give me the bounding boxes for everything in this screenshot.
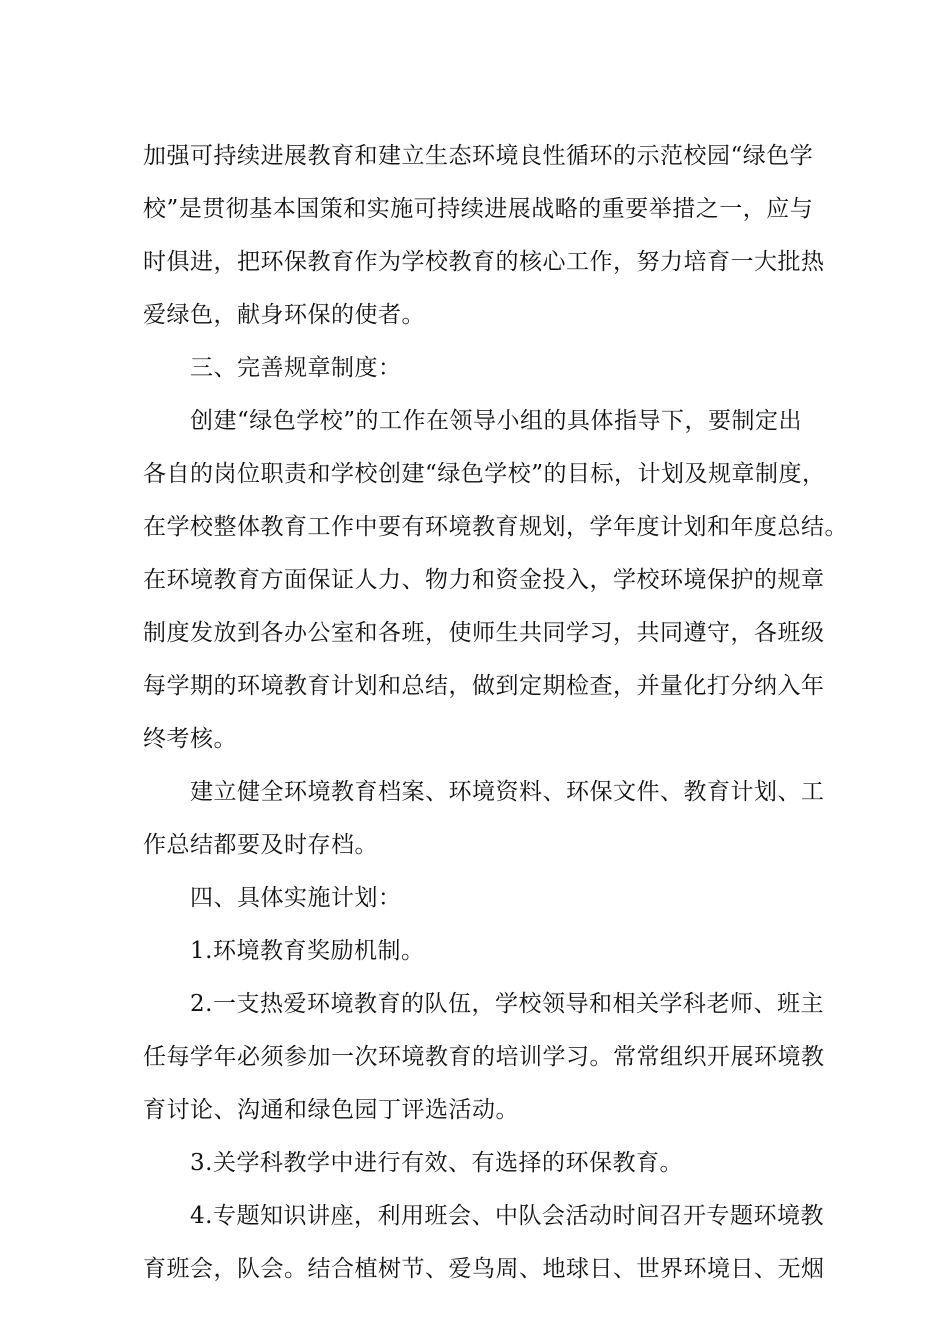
section-heading: 四、具体实施计划：: [190, 885, 402, 911]
text-line: 爱绿色，献身环保的使者。: [143, 302, 425, 328]
text-line: 制度发放到各办公室和各班，使师生共同学习，共同遵守，各班级: [143, 620, 825, 646]
text-line: 终考核。: [143, 726, 237, 752]
section-heading: 三、完善规章制度：: [190, 355, 402, 381]
text-line: 任每学年必须参加一次环境教育的培训学习。常常组织开展环境教: [143, 1044, 825, 1070]
text-line: 时俱进，把环保教育作为学校教育的核心工作，努力培育一大批热: [143, 249, 825, 275]
text-line: 建立健全环境教育档案、环境资料、环保文件、教育计划、工: [190, 779, 825, 805]
text-line: 作总结都要及时存档。: [143, 832, 378, 858]
text-line: 每学期的环境教育计划和总结，做到定期检查，并量化打分纳入年: [143, 673, 825, 699]
list-item: 1.环境教育奖励机制。: [190, 938, 425, 964]
text-line: 各自的岗位职责和学校创建“绿色学校”的目标，计划及规章制度，: [143, 461, 826, 487]
list-item: 2.一支热爱环境教育的队伍，学校领导和相关学科老师、班主: [190, 991, 824, 1017]
text-line: 育讨论、沟通和绿色园丁评选活动。: [143, 1097, 519, 1123]
text-line: 加强可持续进展教育和建立生态环境良性循环的示范校园“绿色学: [143, 143, 814, 169]
list-item: 3.关学科教学中进行有效、有选择的环保教育。: [190, 1150, 683, 1176]
text-line: 创建“绿色学校”的工作在领导小组的具体指导下，要制定出: [190, 408, 803, 434]
text-line: 校”是贯彻基本国策和实施可持续进展战略的重要举措之一，应与: [143, 196, 814, 222]
text-line: 在学校整体教育工作中要有环境教育规划，学年度计划和年度总结。: [143, 514, 848, 540]
text-line: 在环境教育方面保证人力、物力和资金投入，学校环境保护的规章: [143, 567, 825, 593]
text-line: 育班会，队会。结合植树节、爱鸟周、地球日、世界环境日、无烟: [143, 1256, 825, 1282]
list-item: 4.专题知识讲座，利用班会、中队会活动时间召开专题环境教: [190, 1203, 824, 1229]
